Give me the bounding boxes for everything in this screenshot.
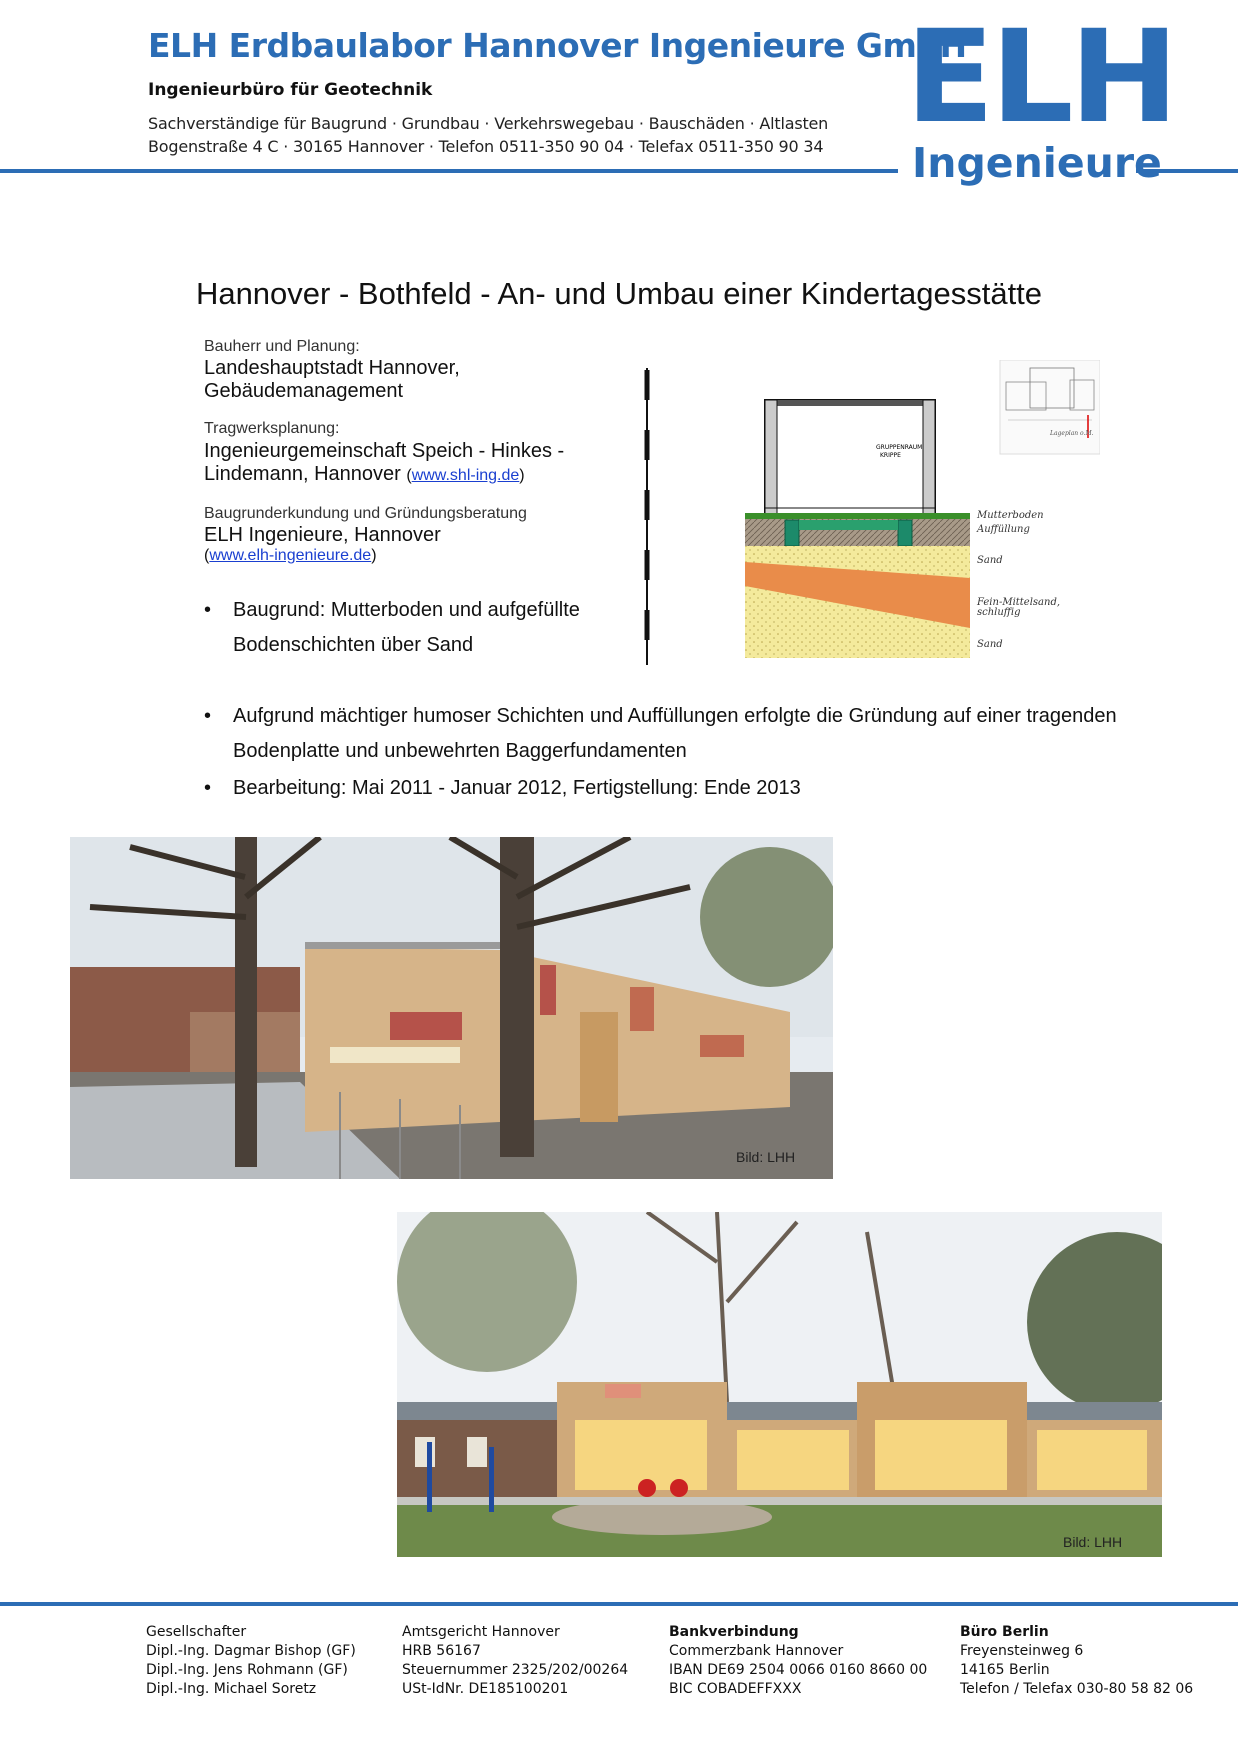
bullet-baugrund-line-1: Baugrund: Mutterboden und aufgefüllte [233,599,580,621]
tragwerk-line-2 [204,463,525,487]
bullet-baugrund [204,593,633,663]
bullet-dot: • [204,705,212,727]
logo-elh: ELH [905,3,1175,152]
paren-open: ( [406,467,412,484]
footer-col2-line-3: USt-IdNr. DE185100201 [402,1681,569,1697]
site-plan-label: Lageplan o.M. [1050,430,1094,437]
foundation-left [785,520,799,546]
paren-close: ) [519,467,525,484]
photo-building-front [397,1212,1162,1557]
foundation-right [898,520,912,546]
footer-col4-line-1: Freyensteinweg 6 [960,1643,1084,1659]
shl-link[interactable]: www.shl-ing.de [411,467,520,484]
bullet-gruendung-line-1: Aufgrund mächtiger humoser Schichten und Auffüllungen erfolgte die Gründung auf einer tragenden [233,705,1117,727]
paren-close-2: ) [371,547,377,564]
bullet-bearbeitung [204,771,1193,806]
label-feinsand-2: schluffig [977,607,1021,618]
bullet-gruendung-line-2: Bodenplatte und unbewehrten Baggerfundamenten [233,740,687,762]
footer-bank [669,1623,927,1699]
bullet-dot: • [204,777,212,799]
label-feinsand-1: Fein-Mittelsand, [977,597,1061,608]
label-auffuellung: Auffüllung [977,524,1030,535]
paren-open-2: ( [204,547,210,564]
tragwerk-line-1: Ingenieurgemeinschaft Speich - Hinkes - [204,440,565,462]
company-name: ELH Erdbaulabor Hannover Ingenieure GmbH [148,26,967,65]
elh-link[interactable]: www.elh-ingenieure.de [209,547,372,564]
footer-col3-line-2: IBAN DE69 2504 0066 0160 8660 00 [669,1662,928,1678]
footer-col1-heading: Gesellschafter [146,1624,247,1640]
tragwerk-label: Tragwerksplanung: [204,420,340,437]
page-title: Hannover - Bothfeld - An- und Umbau einer Kindertagesstätte [195,276,1043,311]
footer-col3-line-3: BIC COBADEFFXXX [669,1681,802,1697]
tragwerk-city: Lindemann, Hannover [204,463,401,485]
bullet-baugrund-line-2: Bodenschichten über Sand [233,634,474,656]
header-rule-left [0,169,898,173]
photo-credit-2: Bild: LHH [1063,1534,1123,1550]
bullet-dot: • [204,599,212,621]
footer-col1-line-1: Dipl.-Ing. Dagmar Bishop (GF) [146,1643,356,1659]
baugrund-line-1: ELH Ingenieure, Hannover [204,524,441,546]
company-address: Bogenstraße 4 C · 30165 Hannover · Telefon 0511-350 90 04 · Telefax 0511-350 90 34 [148,137,824,156]
soil-section-drawing [640,360,1100,672]
floor-slab [799,520,898,530]
label-sand-1: Sand [977,555,1003,566]
footer-col3-heading: Bankverbindung [669,1624,799,1640]
room-label-2: KRIPPE [880,452,901,459]
site-plan-thumbnail [1000,360,1100,454]
room-label-1: GRUPPENRAUM [876,444,923,451]
footer-col4-line-3: Telefon / Telefax 030-80 58 82 06 [960,1681,1194,1697]
footer-col2-line-2: Steuernummer 2325/202/00264 [402,1662,629,1678]
baugrund-link-line [204,547,377,565]
company-subtitle: Ingenieurbüro für Geotechnik [148,80,433,100]
bauherr-label: Bauherr und Planung: [204,338,360,355]
footer-col1-line-3: Dipl.-Ing. Michael Soretz [146,1681,317,1697]
bauherr-line-2: Gebäudemanagement [204,380,404,402]
bullet-gruendung [204,699,1193,769]
footer-col1-line-2: Dipl.-Ing. Jens Rohmann (GF) [146,1662,348,1678]
label-sand-2: Sand [977,639,1003,650]
footer-col2-heading: Amtsgericht Hannover [402,1624,560,1640]
company-services: Sachverständige für Baugrund · Grundbau · Verkehrswegebau · Bauschäden · Altlasten [148,114,829,133]
photo-building-side [70,837,833,1179]
footer-gesellschafter [146,1623,356,1699]
footer-amtsgericht [402,1623,628,1699]
footer-berlin [960,1623,1193,1699]
building-section [765,400,935,518]
footer-col4-heading: Büro Berlin [960,1624,1049,1640]
grass-layer [745,513,970,519]
footer-col4-line-2: 14165 Berlin [960,1662,1050,1678]
footer-col3-line-1: Commerzbank Hannover [669,1643,844,1659]
bullet-bearbeitung-text: Bearbeitung: Mai 2011 - Januar 2012, Fertigstellung: Ende 2013 [233,777,801,799]
label-mutterboden: Mutterboden [977,510,1044,521]
photo-credit-1: Bild: LHH [736,1149,796,1165]
footer-rule [0,1602,1238,1606]
bauherr-line-1: Landeshauptstadt Hannover, [204,357,460,379]
baugrund-label: Baugrunderkundung und Gründungsberatung [204,505,527,522]
logo-ingenieure: Ingenieure [912,139,1162,187]
footer-col2-line-1: HRB 56167 [402,1643,481,1659]
